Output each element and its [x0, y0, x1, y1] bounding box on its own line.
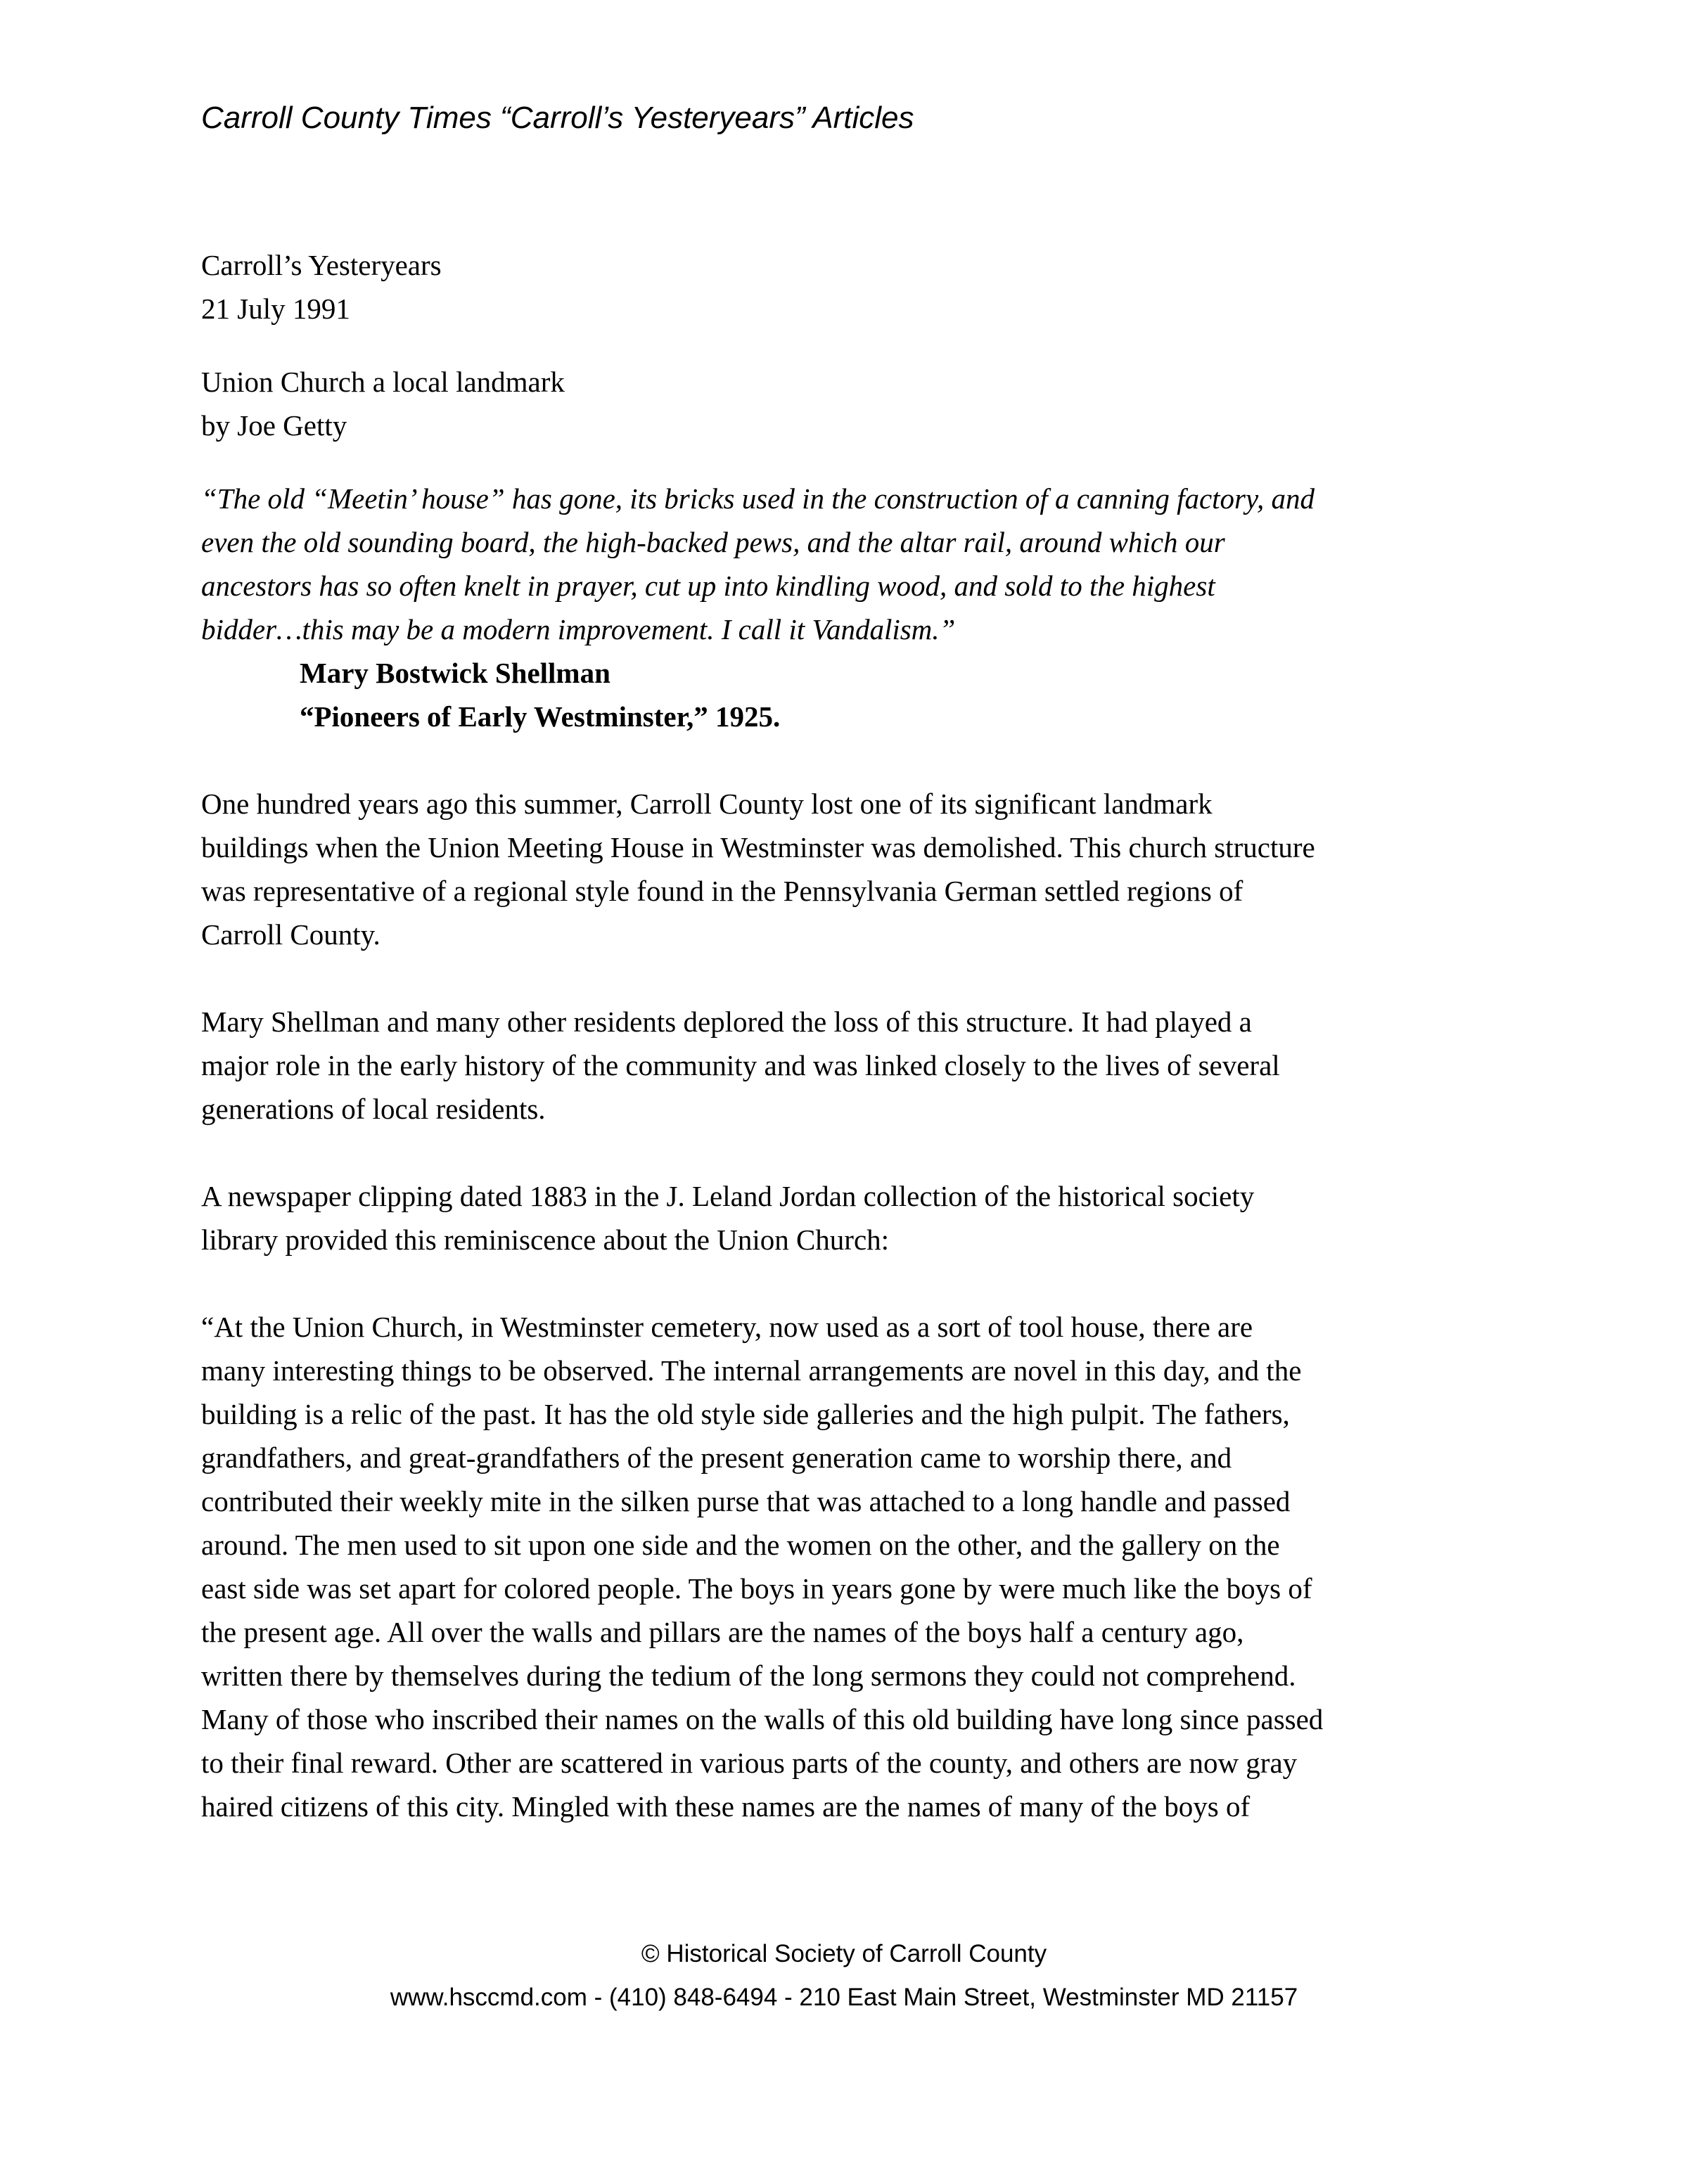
footer-copyright: © Historical Society of Carroll County — [641, 1940, 1047, 1967]
epigraph-line: bidder…this may be a modern improvement. I call it Vandalism.” — [201, 613, 956, 645]
article-title: Union Church a local landmark — [201, 366, 565, 398]
epigraph-line: “The old “Meetin’ house” has gone, its bricks used in the construction of a canning factory, and — [201, 482, 1315, 515]
publication-date: 21 July 1991 — [201, 293, 350, 325]
paragraph-line: the present age. All over the walls and pillars are the names of the boys half a century ago, — [201, 1616, 1244, 1648]
paragraph-line: A newspaper clipping dated 1883 in the J. Leland Jordan collection of the historical society — [201, 1180, 1255, 1212]
article-heading — [201, 360, 1523, 447]
footer-contact: www.hsccmd.com - (410) 848-6494 - 210 East Main Street, Westminster MD 21157 — [390, 1984, 1298, 2011]
paragraph-line: to their final reward. Other are scattered in various parts of the county, and others are now gray — [201, 1747, 1298, 1779]
paragraph-line: Carroll County. — [201, 918, 381, 951]
paragraph-line: generations of local residents. — [201, 1093, 546, 1125]
epigraph-line: even the old sounding board, the high-backed pews, and the altar rail, around which our — [201, 526, 1225, 558]
paragraph-line: east side was set apart for colored people. The boys in years gone by were much like the boys of — [201, 1572, 1312, 1605]
paragraph-line: many interesting things to be observed. The internal arrangements are novel in this day, and the — [201, 1354, 1302, 1387]
article-byline: by Joe Getty — [201, 409, 347, 442]
paragraph-line: major role in the early history of the community and was linked closely to the lives of several — [201, 1049, 1280, 1081]
epigraph-author: Mary Bostwick Shellman — [300, 657, 610, 689]
paragraph-line: contributed their weekly mite in the silken purse that was attached to a long handle and passed — [201, 1485, 1291, 1517]
paragraph-line: haired citizens of this city. Mingled with these names are the names of many of the boys of — [201, 1790, 1251, 1823]
column-name: Carroll’s Yesteryears — [201, 249, 442, 281]
epigraph-quote — [201, 477, 1523, 651]
paragraph-line: grandfathers, and great-grandfathers of the present generation came to worship there, and — [201, 1441, 1232, 1474]
page-footer — [0, 1932, 1688, 2019]
quoted-paragraph — [201, 1305, 1523, 1828]
body-paragraph — [201, 1000, 1523, 1131]
article-content — [201, 243, 1523, 1828]
paragraph-line: “At the Union Church, in Westminster cemetery, now used as a sort of tool house, there are — [201, 1311, 1253, 1343]
paragraph-line: around. The men used to sit upon one side and the women on the other, and the gallery on the — [201, 1529, 1280, 1561]
epigraph-attribution — [201, 651, 1523, 738]
paragraph-line: Mary Shellman and many other residents deplored the loss of this structure. It had played a — [201, 1006, 1252, 1038]
paragraph-line: buildings when the Union Meeting House in Westminster was demolished. This church structure — [201, 831, 1315, 863]
paragraph-line: written there by themselves during the tedium of the long sermons they could not comprehend. — [201, 1659, 1296, 1692]
paragraph-line: One hundred years ago this summer, Carroll County lost one of its significant landmark — [201, 788, 1213, 820]
body-paragraph — [201, 1174, 1523, 1261]
epigraph-source: “Pioneers of Early Westminster,” 1925. — [300, 700, 781, 733]
paragraph-line: Many of those who inscribed their names on the walls of this old building have long since passed — [201, 1703, 1324, 1735]
column-meta — [201, 243, 1523, 330]
epigraph-line: ancestors has so often knelt in prayer, cut up into kindling wood, and sold to the highest — [201, 570, 1215, 602]
body-paragraph — [201, 782, 1523, 956]
paragraph-line: library provided this reminiscence about the Union Church: — [201, 1223, 890, 1256]
paragraph-line: was representative of a regional style found in the Pennsylvania German settled regions of — [201, 875, 1243, 907]
running-header: Carroll County Times “Carroll’s Yesteryears” Articles — [201, 101, 914, 135]
paragraph-line: building is a relic of the past. It has the old style side galleries and the high pulpit. The fathers, — [201, 1398, 1290, 1430]
